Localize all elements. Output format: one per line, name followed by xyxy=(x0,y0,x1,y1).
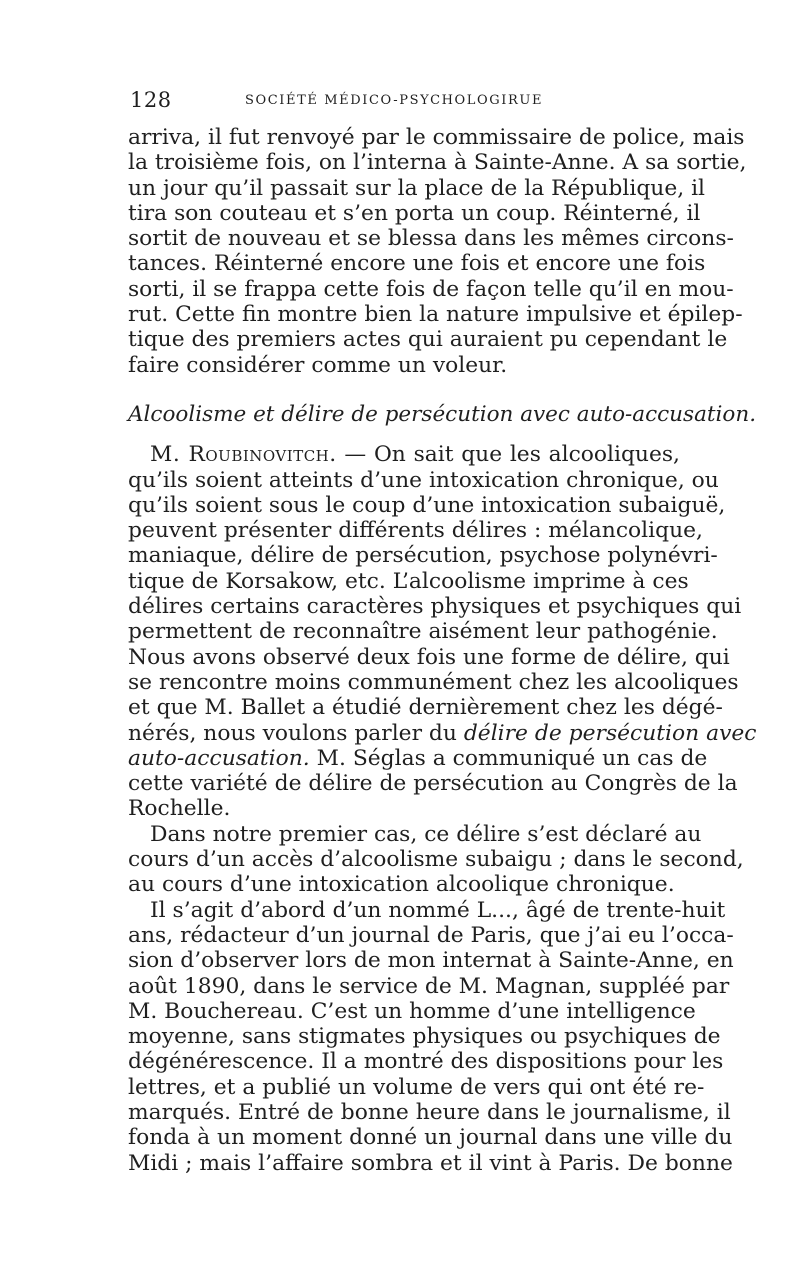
text-line: août 1890, dans le service de M. Magnan, suppléé par xyxy=(128,973,730,999)
text-line: arriva, il fut renvoyé par le commissaire de police, mais xyxy=(128,125,745,150)
text-line: sortit de nouveau et se blessa dans les mêmes circons- xyxy=(128,226,734,252)
text-line: ans, rédacteur d’un journal de Paris, que j’ai eu l’occa- xyxy=(128,922,734,948)
paragraph-case-l xyxy=(128,897,734,1176)
text-line: se rencontre moins communément chez les alcooliques xyxy=(128,669,739,695)
text-line xyxy=(128,720,757,746)
text-line: la troisième fois, on l’interna à Sainte-Anne. A sa sortie, xyxy=(128,150,747,176)
text-segment: nérés, nous voulons parler du xyxy=(128,720,464,746)
text-line: M. Bouchereau. C’est un homme d’une intelligence xyxy=(128,998,696,1024)
text-line: faire considérer comme un voleur. xyxy=(128,352,508,378)
paragraph-roubinovitch xyxy=(128,442,757,822)
text-line: fonda à un moment donné un journal dans une ville du xyxy=(128,1125,733,1151)
text-line: maniaque, délire de persécution, psychose polynévri- xyxy=(128,543,718,569)
text-line: Midi ; mais l’affaire sombra et il vint à Paris. De bonne xyxy=(128,1150,733,1176)
italic-term: auto-accusation. xyxy=(128,745,310,771)
text-line: Nous avons observé deux fois une forme de délire, qui xyxy=(128,644,730,670)
text-line: au cours d’une intoxication alcoolique chronique. xyxy=(128,872,675,898)
text-line: Il s’agit d’abord d’un nommé L..., âgé de trente-huit xyxy=(150,897,726,923)
text-line: cette variété de délire de persécution au Congrès de la xyxy=(128,771,738,797)
text-line: tique des premiers actes qui auraient pu cependant le xyxy=(128,327,728,353)
text-line: rut. Cette fin montre bien la nature impulsive et épilep- xyxy=(128,302,743,328)
text-line: tique de Korsakow, etc. L’alcoolisme imprime à ces xyxy=(128,568,689,594)
text-segment: M. Séglas a communiqué un cas de xyxy=(309,745,708,771)
text-line: tira son couteau et s’en porta un coup. Réinterné, il xyxy=(128,200,701,226)
paragraph-continuation xyxy=(128,125,747,378)
page-header xyxy=(130,88,678,122)
text-line: tances. Réinterné encore une fois et encore une fois xyxy=(128,251,706,277)
italic-term: délire de persécution avec xyxy=(463,720,757,746)
text-line: et que M. Ballet a étudié dernièrement chez les dégé- xyxy=(128,695,723,721)
text-line: cours d’un accès d’alcoolisme subaigu ; dans le second, xyxy=(128,847,744,873)
text-line: Rochelle. xyxy=(128,796,231,822)
text-line: dégénérescence. Il a montré des dispositions pour les xyxy=(128,1049,724,1075)
text-line: moyenne, sans stigmates physiques ou psychiques de xyxy=(128,1024,721,1050)
text-line: marqués. Entré de bonne heure dans le journalisme, il xyxy=(128,1099,731,1125)
text-line xyxy=(128,442,680,467)
text-line: qu’ils soient atteints d’une intoxication chronique, ou xyxy=(128,467,719,493)
text-line: délires certains caractères physiques et psychiques qui xyxy=(128,594,742,620)
text-line: permettent de reconnaître aisément leur pathogénie. xyxy=(128,619,718,645)
text-line: sorti, il se frappa cette fois de façon telle qu’il en mou- xyxy=(128,276,734,302)
speaker-name: M. Roubinovitch. xyxy=(150,442,337,468)
page-body xyxy=(128,125,757,1176)
running-title: SOCIÉTÉ MÉDICO-PSYCHOLOGIRUE xyxy=(245,93,544,108)
text-segment: — On sait que les alcooliques, xyxy=(336,442,680,468)
text-line: lettres, et a publié un volume de vers qui ont été re- xyxy=(128,1074,705,1100)
text-line: un jour qu’il passait sur la place de la République, il xyxy=(128,175,706,201)
page-number: 128 xyxy=(130,88,172,112)
text-line: peuvent présenter différents délires : mélancolique, xyxy=(128,518,703,544)
text-line: qu’ils soient sous le coup d’une intoxication subaiguë, xyxy=(128,492,726,518)
text-line: Dans notre premier cas, ce délire s’est déclaré au xyxy=(150,821,702,847)
section-title: Alcoolisme et délire de persécution avec auto-accusation. xyxy=(128,401,757,427)
text-line xyxy=(128,745,708,771)
paragraph-first-case xyxy=(128,821,744,898)
text-line: sion d’observer lors de mon internat à Sainte-Anne, en xyxy=(128,948,734,974)
